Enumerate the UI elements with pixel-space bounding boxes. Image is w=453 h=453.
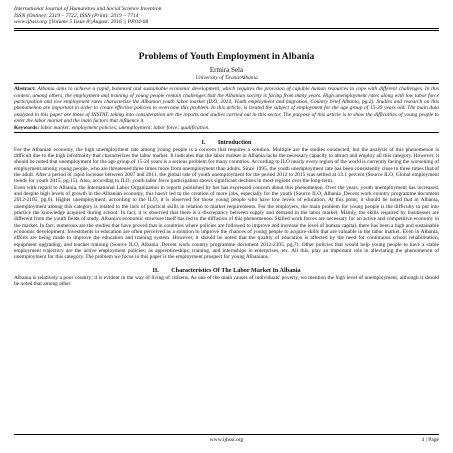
- abstract-rule-top: [14, 83, 439, 84]
- author-name: Ermira Sela: [209, 65, 244, 74]
- intro-paragraph-2: Even with regard to Albania, the International Labor Organization in reports published by her has expressed concern about this phenomenon. Over the years, youth unemployment has increased, and despite high levels of growth in the Albanian economy, this hasn't led to the creation of more jobs, especially for the youth (Source ILO, Albania ,Decent work country programme document 2012-2105, pg.6). Higher unemployment, according to the ILO, it is observed for those young people who have low levels of education. At this point, it should be noted that in Albania, unemployment among this category is related to the lack of practical skills in relation to market requirements. For the employers, the main problem for young people is the difficulty to put into practice the knowledge acquired during school. In fact, it is observed that there is a discrepancy between supply and demand in the labor market. Mainly, the skills required by businesses are different from the youth fields of study. Albania's economic structure itself has led to the diffusion of this phenomenon. Skilled work forces are necessary for an active and competitive economy in the market. In fact, numerous are the studies that have proved that in countries where policies are followed to improve and increase the level of human capital, there has been a high and sustainable economic development. Investments in education are often perceived as a solution to improve the chances of young people to acquire skills that are valuable in the labor market. Even in Albania, efforts are being made to improve the education and training system. However, it should be noted that the quality of education is affected by the need for continuous school rehabilitation, equipment upgrading, and teacher training (Source ILO, Albania ,Decent work country programme document 2012-2105, pg.7). Other policies that would help young people to have a stable employment trajectory are the active employment policies; as apprenticeships, training, and internships in enterprises, etc. All this, play an important role in alleviating the phenomenon of unemployment for this category. The problem we focus in this paper is the employment prospect for young Albanians.: [14, 184, 439, 261]
- section-title-introduction: I. Introduction: [201, 138, 252, 146]
- journal-name: International Journal of Humanities and Social Science Invention: [14, 6, 162, 12]
- keywords: [14, 125, 439, 131]
- paper-title: Problems of Youth Employment in Albania: [138, 50, 315, 62]
- abstract-rule-bottom: [14, 132, 439, 133]
- page-number: 4 | Page: [421, 436, 439, 443]
- paper-page: [14, 6, 439, 287]
- journal-header: [14, 6, 439, 26]
- section-title-labor-market: II. Characteristics Of The Labor Market In Albania: [152, 266, 301, 274]
- header-rule: [14, 28, 439, 29]
- footer-rule: [14, 434, 439, 435]
- intro-paragraph-1: For the Albanian economy, the high unemployment rate among young people is a concern that requires a solution. Multiple are the studies conducted, but the analysis of this phenomenon is difficult due to the high informality that characterizes the labor market. It indicates that the labor market in Albania lacks the necessary capacity to attract and employ all this category. However, it should be noted that unemployment for the age group of 15-24 years is a serious problem for many countries. According to ILO nearly every region of the world is currently facing the worsening of employment among young people, who are threatened three times more from unemployment than adults. Since 1995, the youth unemployment rate has been consistently close to three times that of the adult. After a period of rapid increase between 2007 and 2011, the global rate of youth unemployment for the period 2012 to 2015 was settled at 13.1 percent (Source ILO, Global employment trends for youth 2015, pg.15). Also, according to ILO, youth labor force participation shows significant declines in most regions over the long-term.: [14, 146, 439, 185]
- footer-url[interactable]: www.ijhssi.org: [209, 436, 244, 443]
- journal-volume[interactable]: www.ijhssi.org ||Volume 5 Issue 8||August. 2016 || PP.04-08: [14, 19, 149, 26]
- keywords-label: Keywords:: [14, 124, 40, 131]
- header-rule-thin: [14, 30, 439, 31]
- keywords-text: labor market; employment policies; unemployment; labor force; qualification.: [40, 124, 210, 131]
- abstract-label: Abstract:: [14, 86, 36, 93]
- abstract: [14, 86, 439, 124]
- author-affiliation: University of Tirana/Albania: [195, 74, 258, 81]
- labor-market-paragraph-1: Albania is relatively a poor country; it is evident in the way of living of citizens. As one of the main causes of individuals' poverty, we mention the high level of unemployment, although it should be noted that among other: [14, 274, 439, 288]
- page-footer: [14, 434, 439, 443]
- journal-issn: ISSN (Online): 2319 – 7722, ISSN (Print): 2319 – 7714: [14, 12, 139, 19]
- abstract-text: Albania aims to achieve a rapid, balanced and sustainable economic development, which requires the provision of capable human resources to cope with different challenges. In this context, among others, the employment and training of young people remain challenges that the Albanian society is facing from many years. High unemployment rates along with low labor force participation and low employment rates characterize the Albanian youth labor market (ILO, 2014, Youth employment and migration, Country brief Albania, pg.2). Studies and research on this phenomenon are important in order to create effective policies to overcome this problem. In this article, is treated the subject of employment for the age group of 15-29 years old. The main data analyzed in this paper are those of INSTAT, taking into consideration are the reports and studies carried out in this sector. The purpose of this article is to show the difficulties of young people to enter the labor market and the main factors that influence it.: [14, 86, 439, 125]
